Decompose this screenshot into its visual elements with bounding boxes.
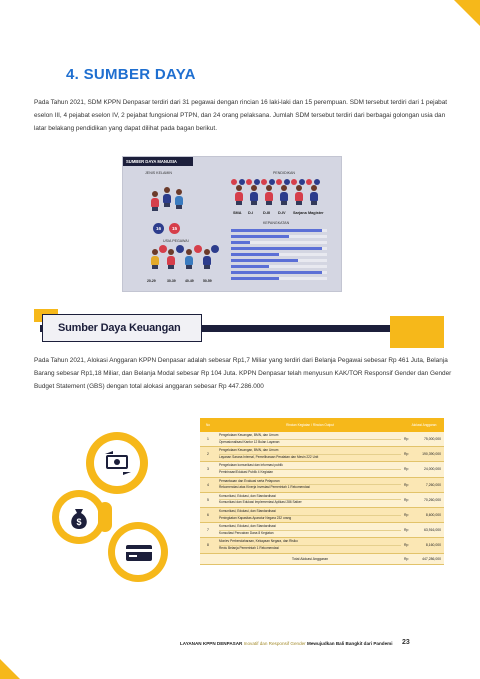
- age-badge: [194, 245, 202, 253]
- total-amount: 447,286,000: [422, 556, 441, 561]
- education-label: Sarjana: [293, 211, 307, 215]
- male-count-badge: 16: [153, 223, 164, 234]
- expertise-bar: [231, 265, 269, 268]
- row-no: 6: [207, 513, 209, 518]
- row-amount: 8,160,000: [425, 543, 441, 548]
- row-kegiatan: [216, 538, 404, 552]
- table-total-row: [200, 554, 444, 565]
- row-amount: 8,600,000: [425, 513, 441, 518]
- expertise-bar: [231, 259, 298, 262]
- row-amount: 63,916,000: [424, 528, 441, 533]
- education-figure-icon: [310, 185, 318, 205]
- education-label: D-I: [248, 211, 254, 215]
- age-figure-icon: [167, 249, 175, 269]
- row-rp: Rp: [404, 437, 409, 442]
- corner-decoration-top: [454, 0, 480, 26]
- money-exchange-icon: [103, 450, 133, 476]
- education-label: D-III: [263, 211, 271, 215]
- age-figure-icon: [203, 249, 211, 269]
- kegiatan-item: Pengelolaan Keuangan, BMN, dan Umum: [219, 433, 401, 440]
- row-kegiatan: [216, 462, 404, 476]
- row-rp: Rp: [404, 513, 409, 518]
- budget-table: [200, 418, 444, 565]
- kegiatan-item: Pembinaan/Edukasi Publik 4 Kegiatan: [219, 469, 274, 474]
- kegiatan-item: Komunikasi, Edukasi, dan Standardisasi: [219, 494, 401, 501]
- female-count-badge: 15: [169, 223, 180, 234]
- expertise-bar: [231, 235, 289, 238]
- row-kegiatan: [216, 478, 404, 492]
- age-figure-icon: [185, 249, 193, 269]
- education-badge: [231, 179, 237, 185]
- kegiatan-item: Moniev Perbendaharaan, Kekayaan Negara, dan Risiko: [219, 539, 401, 546]
- age-title: USIA PEGAWAI: [163, 239, 189, 243]
- education-figure-icon: [265, 185, 273, 205]
- row-amount: 190,390,000: [422, 452, 441, 457]
- row-no: 1: [207, 437, 209, 442]
- expertise-bar: [231, 241, 250, 244]
- kegiatan-item: Komunikasi dan Edukasi Implementasi Aplikasi 286 Satker: [219, 500, 302, 505]
- education-label: D-IV: [278, 211, 286, 215]
- age-label: 30-39: [167, 279, 176, 283]
- row-rp: Rp: [404, 497, 409, 502]
- education-badge: [261, 179, 267, 185]
- footer-tagline: Inovatif dan Responsif Gender: [243, 641, 306, 646]
- education-title: PENDIDIKAN: [273, 171, 295, 175]
- education-figure-icon: [235, 185, 243, 205]
- education-badge: [254, 179, 260, 185]
- education-badge: [291, 179, 297, 185]
- education-badge: [314, 179, 320, 185]
- table-header: [200, 418, 444, 432]
- keuangan-paragraph: Pada Tahun 2021, Alokasi Anggaran KPPN Denpasar adalah sebesar Rp1,7 Miliar yang terdiri dari Belanja Pegawai sebesar Rp 461 Juta, Belanja Barang sebesar Rp1,18 Miliar, dan Belanja Modal sebesar Rp 104 Juta. KPPN Denpasar telah menyusun KAK/TOR Responsif Gender dan Gender Budget Statement (GBS) dengan total alokasi anggaran sebesar Rp 447.286.000: [34, 357, 452, 390]
- row-rp: Rp: [404, 452, 409, 457]
- kegiatan-item: Reviu Belanja Pemerintah 1 Rekomendasi: [219, 545, 279, 550]
- row-no: 4: [207, 482, 209, 487]
- kegiatan-item: Komunikasi, Edukasi, dan Standardisasi: [219, 509, 401, 516]
- age-badge: [211, 245, 219, 253]
- education-badge: [306, 179, 312, 185]
- kegiatan-item: Layanan Sarana Internal, Pemeliharaan Peralatan dan Mesin 222 Unit: [219, 454, 319, 459]
- education-label: Magister: [308, 211, 324, 215]
- infographic-header: SUMBER DAYA MANUSIA: [123, 157, 193, 166]
- table-body: [200, 432, 444, 554]
- age-figure-icon: [151, 249, 159, 269]
- row-amount: 24,000,000: [424, 467, 441, 472]
- table-row: [200, 523, 444, 538]
- row-kegiatan: [216, 508, 404, 522]
- education-badge: [299, 179, 305, 185]
- row-no: 2: [207, 452, 209, 457]
- table-row: [200, 508, 444, 523]
- row-amount: 7,260,000: [425, 482, 441, 487]
- age-label: 50-59: [203, 279, 212, 283]
- table-row: [200, 462, 444, 477]
- education-badge: [246, 179, 252, 185]
- keuangan-title: Sumber Daya Keuangan: [58, 322, 181, 334]
- row-kegiatan: [216, 447, 404, 461]
- row-amount: 75,000,000: [424, 437, 441, 442]
- table-row: [200, 493, 444, 508]
- education-figure-icon: [295, 185, 303, 205]
- row-rp: Rp: [404, 543, 409, 548]
- expertise-bar: [231, 253, 279, 256]
- male-figure-icon: [175, 189, 183, 209]
- age-label: 40-49: [185, 279, 194, 283]
- row-no: 7: [207, 528, 209, 533]
- education-figure-icon: [250, 185, 258, 205]
- expertise-bar: [231, 247, 322, 250]
- education-badge: [239, 179, 245, 185]
- banner-accent-right: [390, 316, 444, 348]
- kegiatan-item: Rekomendasi atas Kinerja Investasi Pemerintah 1 Rekomendasi: [219, 485, 310, 490]
- total-label: Total Alokasi Anggaran: [291, 556, 329, 561]
- row-rp: Rp: [404, 467, 409, 472]
- page-number: 23: [402, 639, 410, 646]
- credit-card-icon: [124, 542, 154, 564]
- row-kegiatan: [216, 493, 404, 507]
- footer-brand: LAYANAN KPPN DENPASAR: [180, 641, 243, 646]
- row-no: 8: [207, 543, 209, 548]
- kegiatan-item: Operasionalisasi Kantor 12 Bulan Layanan: [219, 439, 280, 444]
- table-row: [200, 538, 444, 553]
- education-badge: [269, 179, 275, 185]
- age-label: 20-29: [147, 279, 156, 283]
- expertise-bar: [231, 229, 322, 232]
- svg-text:$: $: [76, 517, 82, 527]
- expertise-title: KEPANGKATAN: [263, 221, 290, 225]
- section-title: 4. SUMBER DAYA: [66, 66, 196, 83]
- row-kegiatan: [216, 432, 404, 446]
- kegiatan-item: Pengelolaan komunikasi dan informasi publik: [219, 463, 401, 470]
- table-row: [200, 447, 444, 462]
- female-figure-icon: [163, 187, 171, 207]
- money-bag-icon: [66, 505, 92, 531]
- header-alokasi: Alokasi Anggaran: [411, 423, 437, 427]
- row-amount: 70,260,000: [424, 497, 441, 502]
- total-rp: Rp: [404, 556, 409, 561]
- header-no: No: [205, 423, 211, 427]
- kegiatan-item: Peningkatan Kapasitas Aparatur Negara 232 orang: [219, 515, 292, 520]
- table-row: [200, 432, 444, 447]
- row-no: 5: [207, 497, 209, 502]
- row-rp: Rp: [404, 482, 409, 487]
- expertise-bar: [231, 271, 322, 274]
- kegiatan-item: Pemantauan dan Evaluasi serta Pelaporan: [219, 479, 401, 486]
- education-badge: [284, 179, 290, 185]
- age-badge: [176, 245, 184, 253]
- age-badge: [159, 245, 167, 253]
- footer: [180, 641, 393, 646]
- table-row: [200, 478, 444, 493]
- header-kegiatan: Rincian Kegiatan / Rincian Output: [286, 423, 334, 427]
- education-figure-icon: [280, 185, 288, 205]
- row-rp: Rp: [404, 528, 409, 533]
- education-badge: [276, 179, 282, 185]
- intro-paragraph: Pada Tahun 2021, SDM KPPN Denpasar terdiri dari 31 pegawai dengan rincian 16 laki-laki dan 15 perempuan. SDM tersebut terdiri dari 1 pejabat eselon III, 4 pejabat eselon IV, 2 pejabat fungsional PTPN, dan 24 orang pelaksana. Jumlah SDM tersebut terdiri dari berbagai golongan usia dan latar belakang pendidikan yang dapat dilihat pada bagan berikut.: [34, 99, 448, 132]
- kegiatan-item: Pengelolaan Keuangan, BMN, dan Umum: [219, 448, 401, 455]
- kegiatan-item: Konsultasi Pencairan Dana 8 Kegiatan: [219, 530, 274, 535]
- gender-title: JENIS KELAMIN: [145, 171, 172, 175]
- education-label: SMA: [233, 211, 242, 215]
- kegiatan-item: Komunikasi, Edukasi, dan Standardisasi: [219, 524, 401, 531]
- corner-decoration-bottom: [0, 659, 20, 679]
- sdm-infographic: [122, 156, 342, 292]
- male-figure-icon: [151, 191, 159, 211]
- row-kegiatan: [216, 523, 404, 537]
- row-no: 3: [207, 467, 209, 472]
- footer-tail: Mewujudkan Bali Bangkit dari Pandemi: [307, 641, 393, 646]
- expertise-bar: [231, 277, 279, 280]
